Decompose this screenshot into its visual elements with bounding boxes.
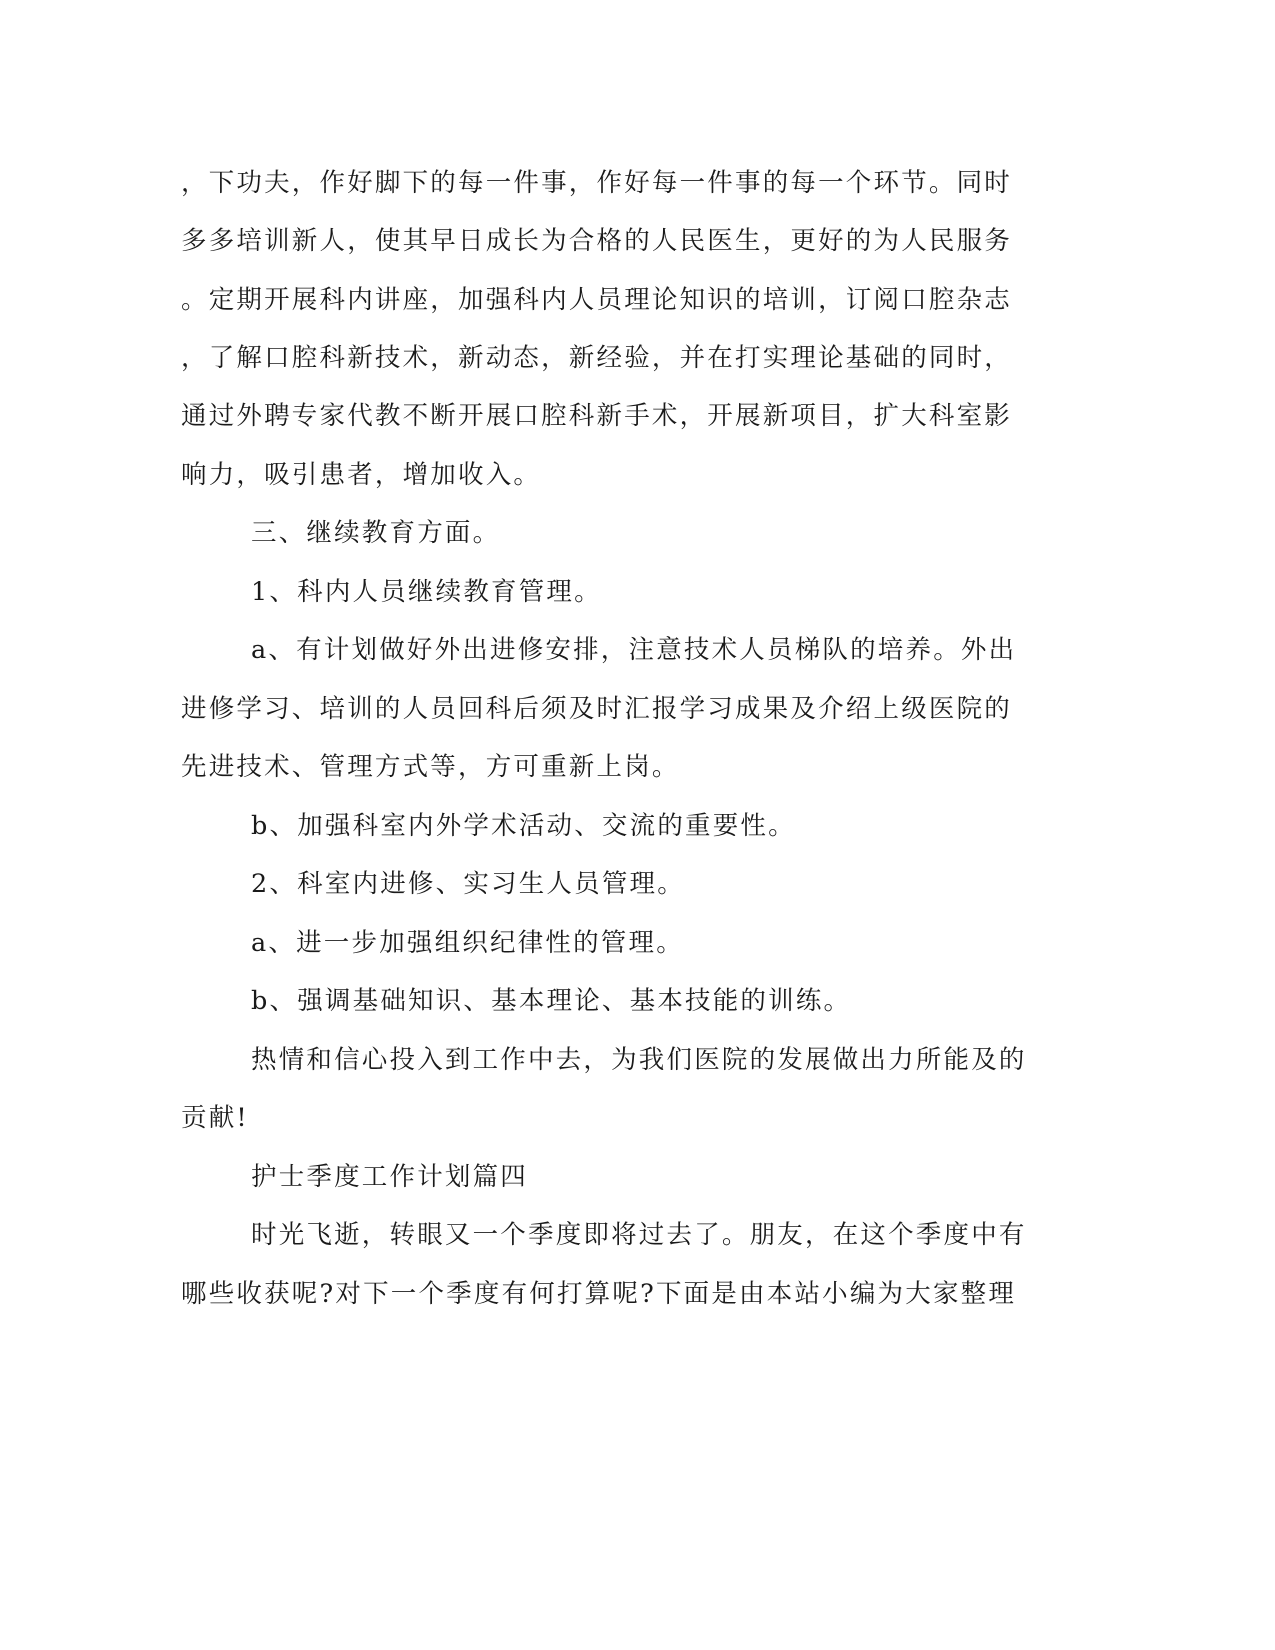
text-line-17: 贡献! [181, 1103, 249, 1133]
text-line-4: ，了解口腔科新技术，新动态，新经验，并在打实理论基础的同时， [181, 343, 1013, 373]
text-line-10: 进修学习、培训的人员回科后须及时汇报学习成果及介绍上级医院的 [181, 694, 1013, 724]
list-heading-2: 2、科室内进修、实习生人员管理。 [251, 869, 685, 899]
text-line-16: 热情和信心投入到工作中去，为我们医院的发展做出力所能及的 [251, 1045, 1027, 1075]
text-line-6: 响力，吸引患者，增加收入。 [181, 460, 542, 490]
section-title-part-four: 护士季度工作计划篇四 [251, 1162, 529, 1192]
section-heading-continuing-education: 三、继续教育方面。 [251, 518, 501, 548]
text-line-5: 通过外聘专家代教不断开展口腔科新手术，开展新项目，扩大科室影 [181, 401, 1013, 431]
text-line-1: ，下功夫，作好脚下的每一件事，作好每一件事的每一个环节。同时 [181, 168, 1013, 198]
list-heading-1: 1、科内人员继续教育管理。 [251, 577, 602, 607]
text-line-11: 先进技术、管理方式等，方可重新上岗。 [181, 752, 680, 782]
text-line-19: 时光飞逝，转眼又一个季度即将过去了。朋友，在这个季度中有 [251, 1220, 1027, 1250]
text-line-20: 哪些收获呢?对下一个季度有何打算呢?下面是由本站小编为大家整理 [181, 1279, 1017, 1309]
list-item-2b: b、强调基础知识、基本理论、基本技能的训练。 [251, 986, 852, 1016]
list-item-2a: a、进一步加强组织纪律性的管理。 [251, 928, 684, 958]
list-item-1b: b、加强科室内外学术活动、交流的重要性。 [251, 811, 796, 841]
list-item-1a: a、有计划做好外出进修安排，注意技术人员梯队的培养。外出 [251, 635, 1017, 665]
text-line-3: 。定期开展科内讲座，加强科内人员理论知识的培训，订阅口腔杂志 [181, 285, 1013, 315]
text-line-2: 多多培训新人，使其早日成长为合格的人民医生，更好的为人民服务 [181, 226, 1013, 256]
